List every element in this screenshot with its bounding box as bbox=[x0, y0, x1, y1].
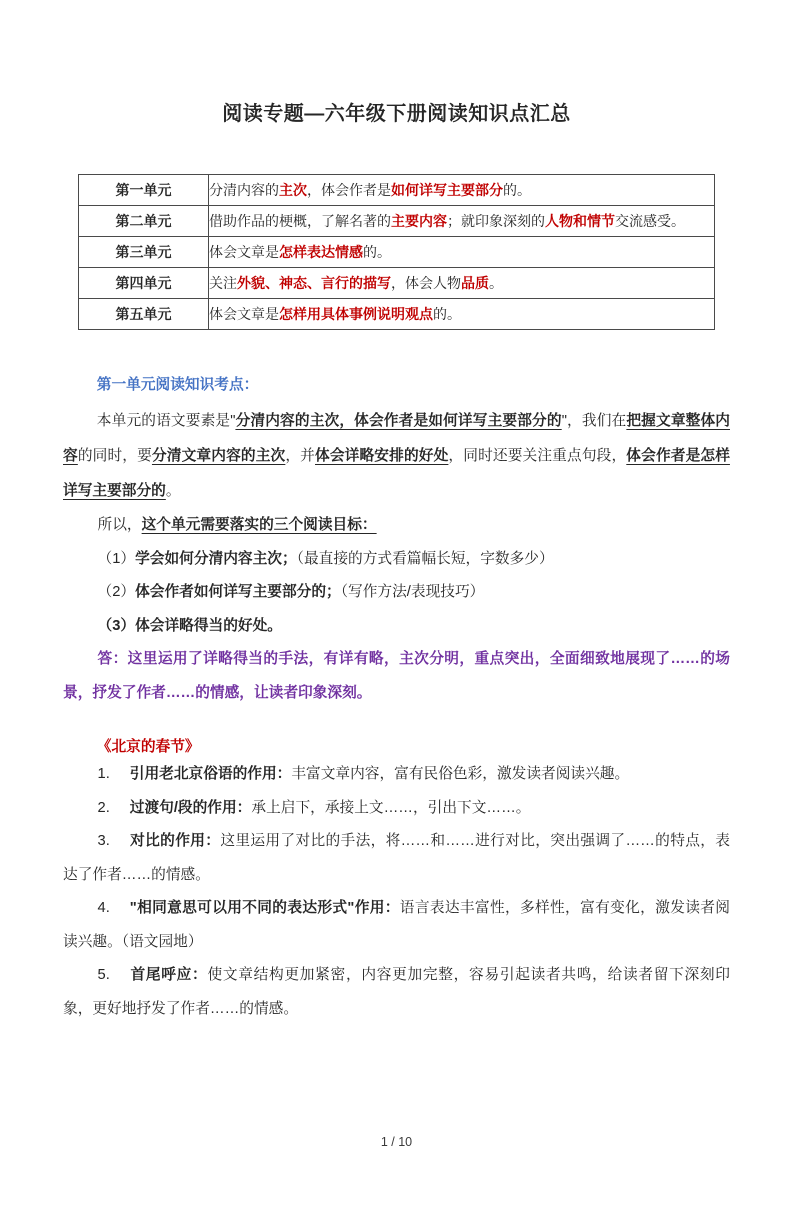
goal-item: （2）体会作者如何详写主要部分的；（写作方法/表现技巧） bbox=[97, 584, 485, 600]
table-row bbox=[79, 268, 715, 299]
goal-item: （1）学会如何分清内容主次；（最直接的方式看篇幅长短，字数多少） bbox=[97, 550, 554, 567]
unit-name-cell: 第一单元 bbox=[79, 175, 209, 206]
unit-content-cell: 体会文章是怎样表达情感的。 bbox=[209, 237, 715, 268]
units-overview-table bbox=[78, 174, 715, 330]
unit-name-cell: 第二单元 bbox=[79, 206, 209, 237]
unit-content-cell: 关注外貌、神态、言行的描写，体会人物品质。 bbox=[209, 268, 715, 299]
table-row bbox=[79, 299, 715, 330]
section-heading: 第一单元阅读知识考点： bbox=[96, 377, 259, 393]
intro-paragraph: 本单元的语文要素是"分清内容的主次，体会作者是如何详写主要部分的"，我们在把握文章整体内容的同时，要分清文章内容的主次，并体会详略安排的好处，同时还要关注重点句段，体会作者是怎样详写主要部分的。 bbox=[63, 413, 730, 499]
unit-content-cell: 体会文章是怎样用具体事例说明观点的。 bbox=[209, 299, 715, 330]
table-row bbox=[79, 175, 715, 206]
table-row bbox=[79, 206, 715, 237]
book-title: 《北京的春节》 bbox=[96, 739, 200, 755]
table-row bbox=[79, 237, 715, 268]
point-item: 3. 对比的作用：这里运用了对比的手法，将……和……进行对比，突出强调了……的特点，表达了作者……的情感。 bbox=[63, 833, 730, 883]
point-item: 1. 引用老北京俗语的作用：丰富文章内容，富有民俗色彩，激发读者阅读兴趣。 bbox=[97, 766, 630, 782]
goal-item: （3）体会详略得当的好处。 bbox=[97, 617, 282, 634]
document-title: 阅读专题—六年级下册阅读知识点汇总 bbox=[222, 103, 571, 125]
unit-name-cell: 第三单元 bbox=[79, 237, 209, 268]
unit-content-cell: 借助作品的梗概，了解名著的主要内容；就印象深刻的人物和情节交流感受。 bbox=[209, 206, 715, 237]
unit-content-cell: 分清内容的主次，体会作者是如何详写主要部分的。 bbox=[209, 175, 715, 206]
goals-lead-paragraph: 所以，这个单元需要落实的三个阅读目标： bbox=[97, 517, 377, 533]
point-item: 5. 首尾呼应：使文章结构更加紧密，内容更加完整，容易引起读者共鸣，给读者留下深刻印象，更好地抒发了作者……的情感。 bbox=[63, 967, 730, 1017]
unit-name-cell: 第五单元 bbox=[79, 299, 209, 330]
page-number: 1 / 10 bbox=[380, 1135, 413, 1149]
point-item: 2. 过渡句/段的作用：承上启下，承接上文……，引出下文……。 bbox=[97, 799, 531, 816]
document-page bbox=[0, 97, 793, 1026]
unit-name-cell: 第四单元 bbox=[79, 268, 209, 299]
point-item: 4. "相同意思可以用不同的表达形式"作用：语言表达丰富性，多样性，富有变化，激发读者阅读兴趣。（语文园地） bbox=[63, 900, 730, 950]
answer-paragraph: 答：这里运用了详略得当的手法，有详有略，主次分明，重点突出，全面细致地展现了……的场景，抒发了作者……的情感，让读者印象深刻。 bbox=[63, 651, 730, 701]
